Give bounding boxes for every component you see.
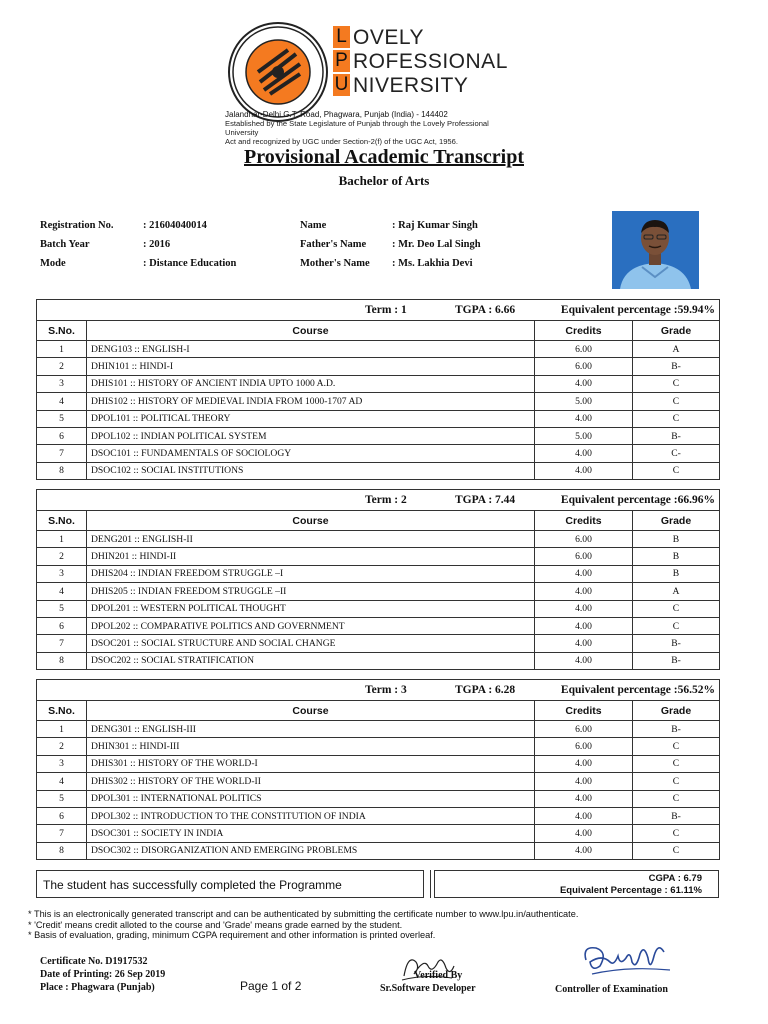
term-2-rows	[37, 531, 720, 670]
course-row	[37, 393, 720, 410]
row-credits: 4.00	[535, 600, 633, 617]
row-credits: 4.00	[535, 410, 633, 427]
row-sno: 3	[37, 565, 87, 582]
row-credits: 4.00	[535, 445, 633, 462]
row-sno: 6	[37, 427, 87, 444]
row-credits: 4.00	[535, 807, 633, 824]
course-row	[37, 773, 720, 790]
row-course: DENG103 :: ENGLISH-I	[87, 341, 535, 358]
row-course: DPOL202 :: COMPARATIVE POLITICS AND GOVERNMENT	[87, 617, 535, 634]
course-row	[37, 445, 720, 462]
row-course: DHIS204 :: INDIAN FREEDOM STRUGGLE –I	[87, 565, 535, 582]
cgpa-box	[434, 870, 719, 898]
equivalent-percentage: Equivalent percentage :59.94%	[560, 304, 715, 316]
row-course: DHIS205 :: INDIAN FREEDOM STRUGGLE –II	[87, 583, 535, 600]
mother-name-value: : Ms. Lakhia Devi	[392, 258, 473, 269]
row-grade: B-	[633, 635, 720, 652]
term-label: Term : 1	[365, 304, 407, 316]
row-sno: 5	[37, 790, 87, 807]
row-course: DHIS102 :: HISTORY OF MEDIEVAL INDIA FROM 1000-1707 AD	[87, 393, 535, 410]
row-sno: 4	[37, 393, 87, 410]
term-label: Term : 3	[365, 684, 407, 696]
address-line: Jalandhar-Delhi G.T. Road, Phagwara, Punjab (India) - 144402	[225, 110, 448, 119]
row-credits: 4.00	[535, 790, 633, 807]
row-sno: 2	[37, 738, 87, 755]
row-credits: 4.00	[535, 617, 633, 634]
row-credits: 6.00	[535, 548, 633, 565]
course-row	[37, 427, 720, 444]
col-course-header: Course	[87, 701, 535, 721]
row-sno: 4	[37, 773, 87, 790]
row-sno: 8	[37, 462, 87, 479]
row-sno: 2	[37, 358, 87, 375]
row-sno: 3	[37, 755, 87, 772]
col-grade-header: Grade	[633, 511, 720, 531]
course-row	[37, 531, 720, 548]
university-name	[353, 26, 508, 98]
row-grade: A	[633, 341, 720, 358]
row-credits: 4.00	[535, 825, 633, 842]
row-grade: A	[633, 583, 720, 600]
row-course: DHIN101 :: HINDI-I	[87, 358, 535, 375]
col-sno-header: S.No.	[37, 511, 87, 531]
course-row	[37, 790, 720, 807]
row-course: DHIS302 :: HISTORY OF THE WORLD-II	[87, 773, 535, 790]
note-item: * 'Credit' means credit alloted to the course and 'Grade' means grade earned by the student.	[28, 919, 403, 930]
tgpa-value: TGPA : 6.28	[455, 684, 516, 696]
course-row	[37, 617, 720, 634]
note-item: * This is an electronically generated transcript and can be authenticated by submitting the certificate number to www.lpu.in/authenticate.	[28, 909, 579, 919]
row-course: DHIS101 :: HISTORY OF ANCIENT INDIA UPTO 1000 A.D.	[87, 375, 535, 392]
course-row	[37, 738, 720, 755]
term-header-row	[37, 490, 720, 511]
row-grade: B-	[633, 358, 720, 375]
row-course: DHIN301 :: HINDI-III	[87, 738, 535, 755]
row-course: DPOL101 :: POLITICAL THEORY	[87, 410, 535, 427]
row-credits: 4.00	[535, 462, 633, 479]
row-credits: 6.00	[535, 531, 633, 548]
column-header-row	[37, 511, 720, 531]
verified-by-label: Verified By	[414, 970, 463, 981]
term-2-table	[36, 489, 720, 670]
logo-letter-u: U	[334, 74, 349, 95]
row-credits: 4.00	[535, 755, 633, 772]
row-course: DSOC102 :: SOCIAL INSTITUTIONS	[87, 462, 535, 479]
course-row	[37, 462, 720, 479]
controller-signature	[578, 936, 678, 980]
tgpa-value: TGPA : 6.66	[455, 304, 516, 316]
course-row	[37, 825, 720, 842]
logo-letter-p: P	[333, 50, 350, 72]
name-value: : Raj Kumar Singh	[392, 220, 478, 231]
row-grade: C	[633, 375, 720, 392]
row-grade: B	[633, 565, 720, 582]
course-row	[37, 600, 720, 617]
summary-divider	[430, 870, 431, 898]
equivalent-percentage: Equivalent percentage :66.96%	[560, 494, 715, 506]
row-credits: 4.00	[535, 773, 633, 790]
batch-year-label: Batch Year	[40, 239, 90, 250]
row-grade: B	[633, 531, 720, 548]
course-row	[37, 721, 720, 738]
row-course: DPOL302 :: INTRODUCTION TO THE CONSTITUTION OF INDIA	[87, 807, 535, 824]
row-sno: 7	[37, 635, 87, 652]
row-credits: 4.00	[535, 375, 633, 392]
course-row	[37, 755, 720, 772]
course-row	[37, 548, 720, 565]
col-course-header: Course	[87, 511, 535, 531]
term-header-row	[37, 680, 720, 701]
row-sno: 1	[37, 531, 87, 548]
row-sno: 3	[37, 375, 87, 392]
document-subtitle: Bachelor of Arts	[338, 173, 430, 188]
row-sno: 5	[37, 410, 87, 427]
row-sno: 8	[37, 842, 87, 859]
course-row	[37, 652, 720, 669]
registration-value: : 21604040014	[143, 220, 207, 231]
row-grade: C-	[633, 445, 720, 462]
row-grade: B	[633, 548, 720, 565]
row-grade: C	[633, 410, 720, 427]
course-row	[37, 807, 720, 824]
row-sno: 6	[37, 617, 87, 634]
row-course: DPOL201 :: WESTERN POLITICAL THOUGHT	[87, 600, 535, 617]
row-sno: 8	[37, 652, 87, 669]
father-name-value: : Mr. Deo Lal Singh	[392, 239, 481, 250]
university-word-3: NIVERSITY	[353, 74, 469, 97]
university-seal	[228, 22, 328, 122]
row-grade: B-	[633, 807, 720, 824]
place: Place : Phagwara (Punjab)	[40, 982, 155, 993]
row-credits: 5.00	[535, 427, 633, 444]
row-sno: 7	[37, 825, 87, 842]
page-number: Page 1 of 2	[240, 979, 302, 993]
certificate-number: Certificate No. D1917532	[40, 956, 148, 967]
equivalent-percentage-total: Equivalent Percentage : 61.11%	[559, 885, 702, 896]
row-grade: B-	[633, 721, 720, 738]
row-grade: C	[633, 790, 720, 807]
row-credits: 4.00	[535, 583, 633, 600]
course-row	[37, 375, 720, 392]
row-credits: 6.00	[535, 358, 633, 375]
row-grade: C	[633, 755, 720, 772]
term-3-table	[36, 679, 720, 860]
row-sno: 1	[37, 721, 87, 738]
verifier-role: Sr.Software Developer	[380, 983, 476, 994]
term-1-table	[36, 299, 720, 480]
row-sno: 6	[37, 807, 87, 824]
row-credits: 4.00	[535, 565, 633, 582]
col-sno-header: S.No.	[37, 321, 87, 341]
course-row	[37, 842, 720, 859]
mode-label: Mode	[40, 258, 66, 269]
row-credits: 4.00	[535, 635, 633, 652]
term-3-rows	[37, 721, 720, 860]
row-sno: 7	[37, 445, 87, 462]
controller-of-examination: Controller of Examination	[555, 984, 668, 995]
row-course: DSOC202 :: SOCIAL STRATIFICATION	[87, 652, 535, 669]
row-course: DENG301 :: ENGLISH-III	[87, 721, 535, 738]
row-course: DHIS301 :: HISTORY OF THE WORLD-I	[87, 755, 535, 772]
row-grade: B-	[633, 652, 720, 669]
row-grade: C	[633, 393, 720, 410]
row-grade: C	[633, 773, 720, 790]
row-course: DSOC302 :: DISORGANIZATION AND EMERGING PROBLEMS	[87, 842, 535, 859]
row-sno: 2	[37, 548, 87, 565]
university-address	[225, 110, 495, 146]
equivalent-percentage: Equivalent percentage :56.52%	[560, 684, 715, 696]
course-row	[37, 410, 720, 427]
university-word-1: OVELY	[353, 26, 424, 49]
col-grade-header: Grade	[633, 701, 720, 721]
established-line-2: Act and recognized by UGC under Section-2(f) of the UGC Act, 1956.	[225, 137, 458, 146]
col-grade-header: Grade	[633, 321, 720, 341]
date-of-printing: Date of Printing: 26 Sep 2019	[40, 969, 166, 980]
row-grade: C	[633, 825, 720, 842]
logo-letters	[333, 26, 351, 98]
name-label: Name	[300, 220, 327, 231]
col-credits-header: Credits	[535, 511, 633, 531]
row-grade: C	[633, 462, 720, 479]
col-credits-header: Credits	[535, 321, 633, 341]
registration-label: Registration No.	[40, 220, 114, 231]
row-course: DSOC301 :: SOCIETY IN INDIA	[87, 825, 535, 842]
course-row	[37, 358, 720, 375]
course-row	[37, 341, 720, 358]
established-line-1: Established by the State Legislature of Punjab through the Lovely Professional University	[225, 119, 489, 137]
col-course-header: Course	[87, 321, 535, 341]
logo-letter-l: L	[333, 26, 350, 48]
term-3-section	[36, 679, 719, 860]
term-header-row	[37, 300, 720, 321]
university-word-2: ROFESSIONAL	[353, 50, 508, 73]
document-title: Provisional Academic Transcript	[244, 146, 524, 168]
col-credits-header: Credits	[535, 701, 633, 721]
row-course: DENG201 :: ENGLISH-II	[87, 531, 535, 548]
row-grade: C	[633, 600, 720, 617]
row-credits: 6.00	[535, 341, 633, 358]
row-sno: 1	[37, 341, 87, 358]
row-credits: 4.00	[535, 842, 633, 859]
term-1-rows	[37, 341, 720, 480]
note-item: * Basis of evaluation, grading, minimum CGPA requirement and other information is printed overleaf.	[28, 930, 436, 940]
row-course: DHIN201 :: HINDI-II	[87, 548, 535, 565]
row-credits: 6.00	[535, 721, 633, 738]
course-row	[37, 583, 720, 600]
row-sno: 5	[37, 600, 87, 617]
row-grade: B-	[633, 427, 720, 444]
row-credits: 5.00	[535, 393, 633, 410]
column-header-row	[37, 321, 720, 341]
completion-statement: The student has successfully completed the Programme	[36, 870, 424, 898]
row-grade: C	[633, 842, 720, 859]
course-row	[37, 565, 720, 582]
mother-name-label: Mother's Name	[300, 258, 370, 269]
student-photo	[612, 211, 699, 289]
tgpa-value: TGPA : 7.44	[455, 494, 516, 506]
mode-value: : Distance Education	[143, 258, 237, 269]
row-sno: 4	[37, 583, 87, 600]
row-course: DPOL102 :: INDIAN POLITICAL SYSTEM	[87, 427, 535, 444]
father-name-label: Father's Name	[300, 239, 367, 250]
course-row	[37, 635, 720, 652]
row-grade: C	[633, 617, 720, 634]
batch-year-value: : 2016	[143, 239, 171, 250]
term-2-section	[36, 489, 719, 670]
col-sno-header: S.No.	[37, 701, 87, 721]
row-course: DSOC201 :: SOCIAL STRUCTURE AND SOCIAL CHANGE	[87, 635, 535, 652]
cgpa-value: CGPA : 6.79	[648, 873, 702, 884]
column-header-row	[37, 701, 720, 721]
term-1-section	[36, 299, 719, 480]
row-credits: 6.00	[535, 738, 633, 755]
row-course: DPOL301 :: INTERNATIONAL POLITICS	[87, 790, 535, 807]
row-credits: 4.00	[535, 652, 633, 669]
row-course: DSOC101 :: FUNDAMENTALS OF SOCIOLOGY	[87, 445, 535, 462]
term-label: Term : 2	[365, 494, 407, 506]
row-grade: C	[633, 738, 720, 755]
